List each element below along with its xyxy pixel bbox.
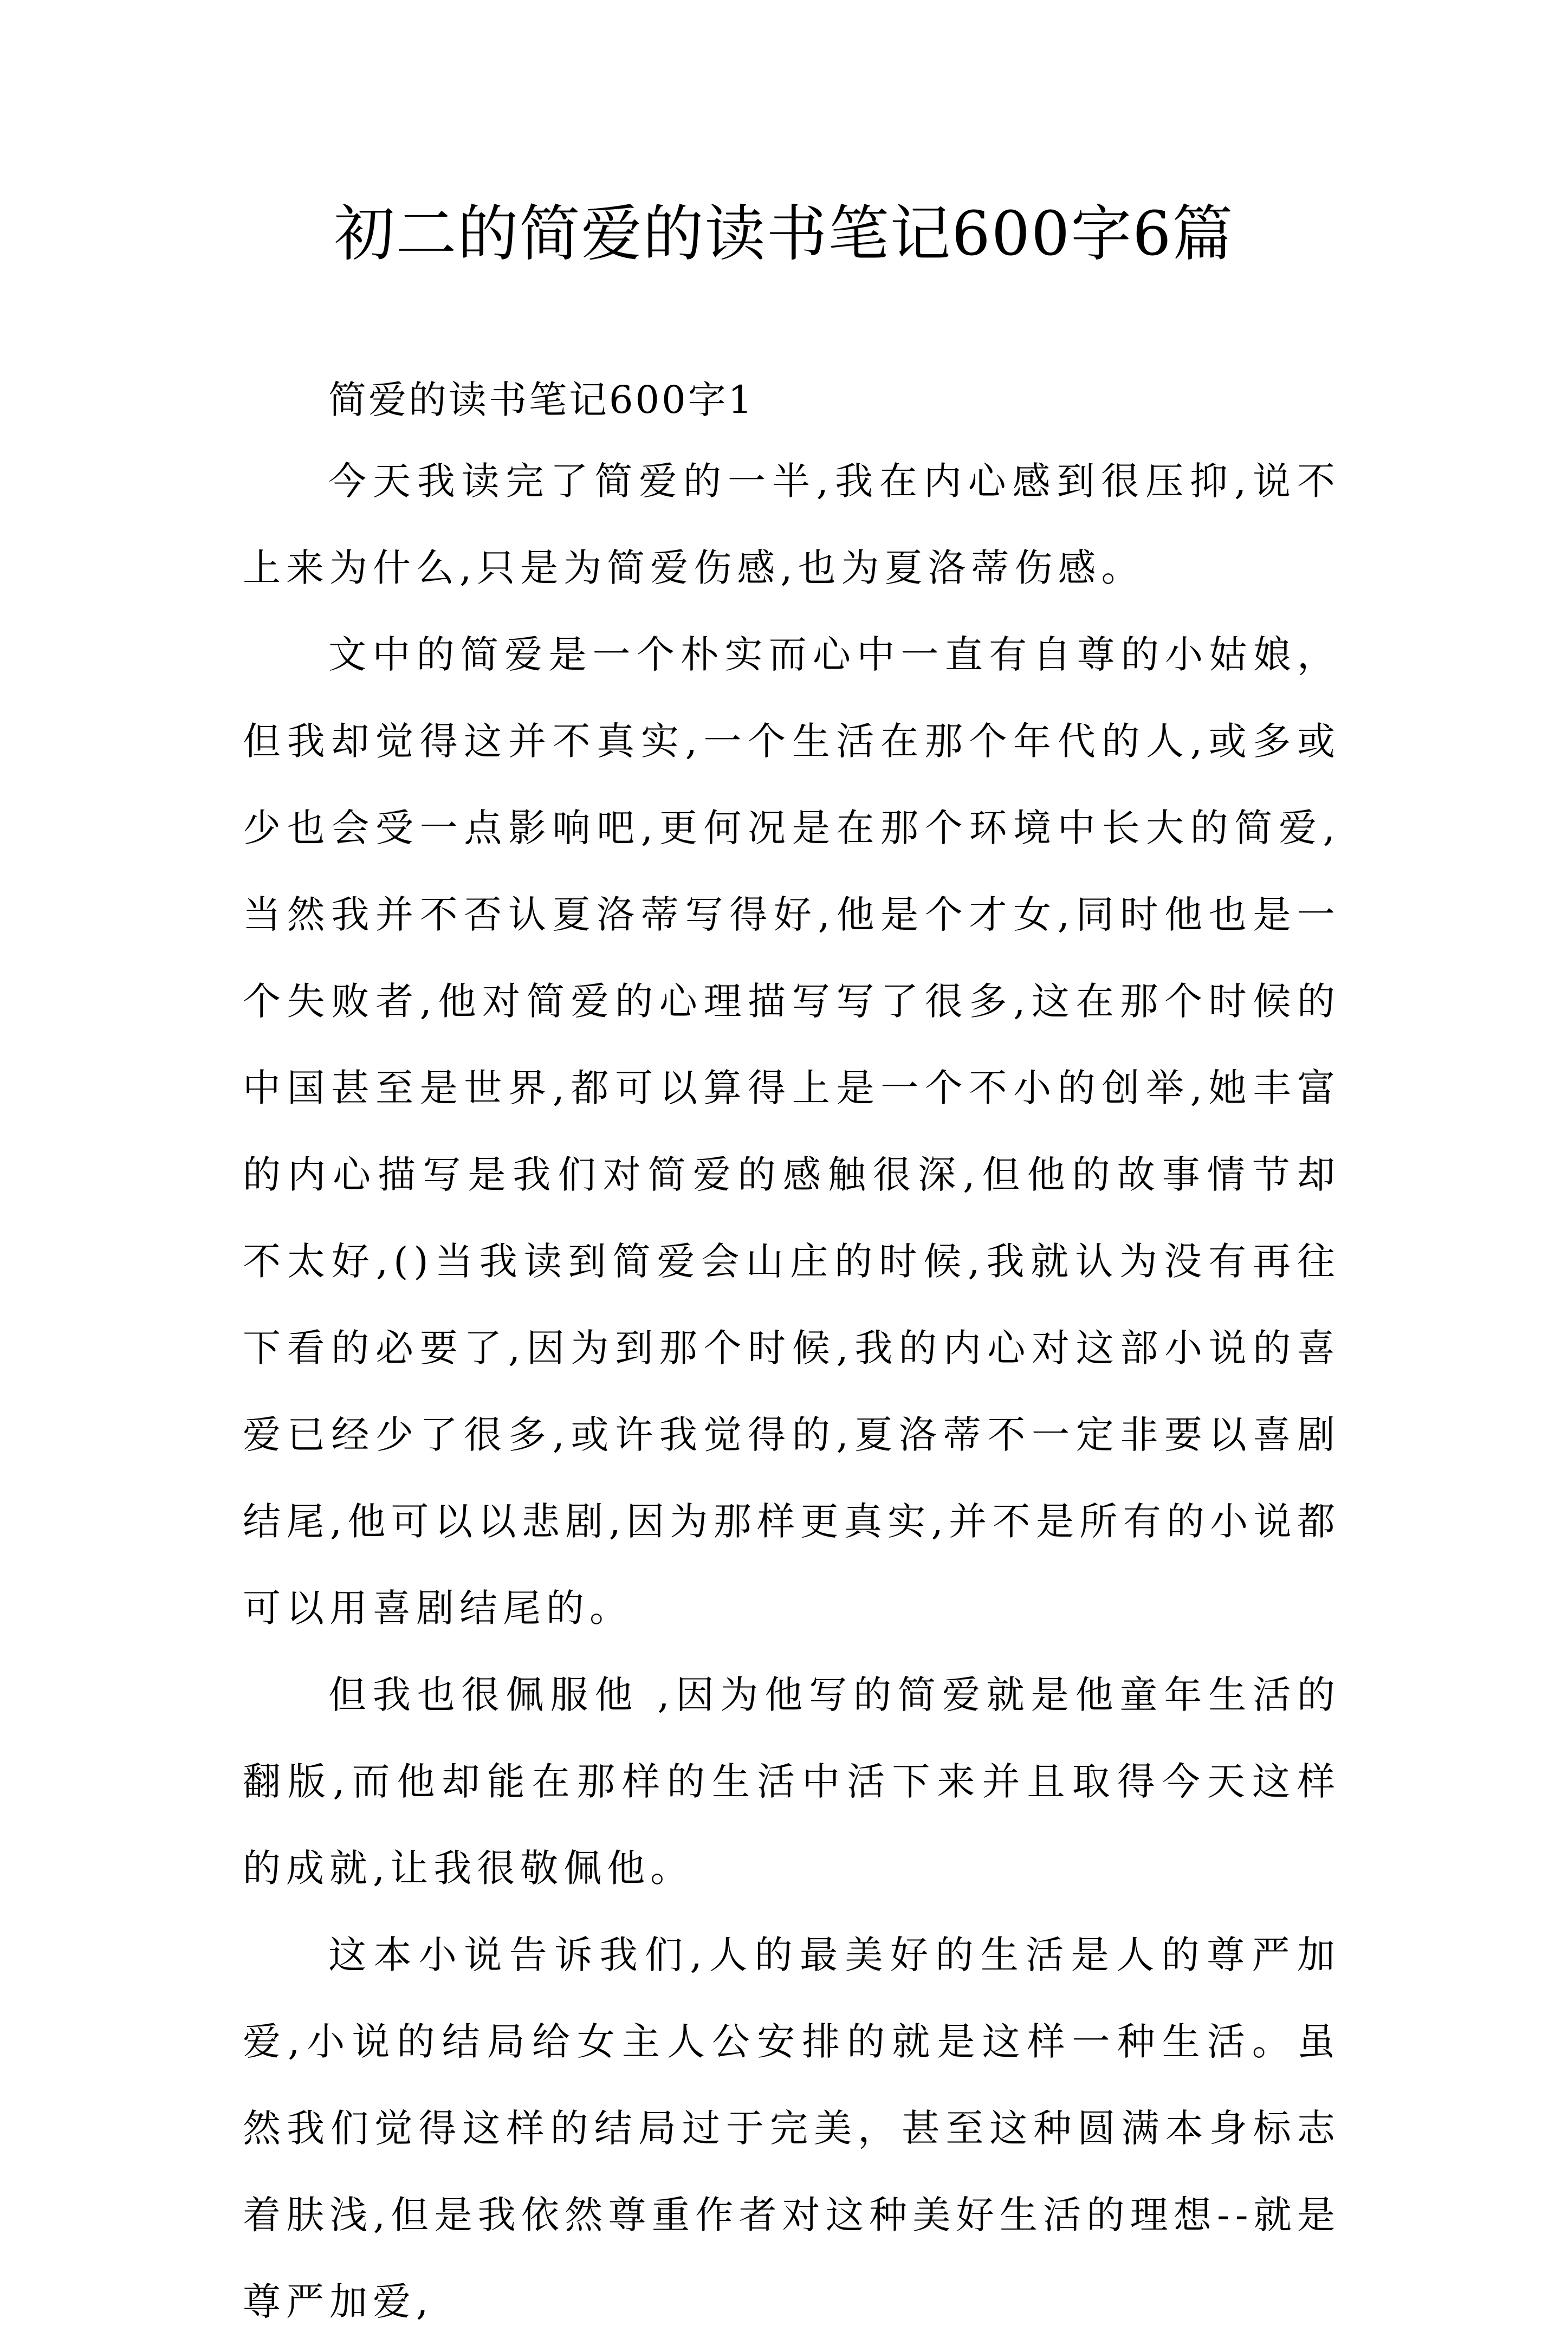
body-text bbox=[243, 438, 1340, 2345]
section-heading: 简爱的读书笔记600字1 bbox=[328, 378, 755, 422]
paragraph: 这本小说告诉我们,人的最美好的生活是人的尊严加爱,小说的结局给女主人公安排的就是这样一种生活。虽然我们觉得这样的结局过于完美，甚至这种圆满本身标志着肤浅,但是我依然尊重作者对这种美好生活的理想--就是尊严加爱, bbox=[243, 1933, 1340, 2324]
paragraph: 今天我读完了简爱的一半,我在内心感到很压抑,说不上来为什么,只是为简爱伤感,也为夏洛蒂伤感。 bbox=[243, 459, 1340, 590]
paragraph: 文中的简爱是一个朴实而心中一直有自尊的小姑娘，但我却觉得这并不真实,一个生活在那个年代的人,或多或少也会受一点影响吧,更何况是在那个环境中长大的简爱,当然我并不否认夏洛蒂写得好,他是个才女,同时他也是一个失败者,他对简爱的心理描写写了很多,这在那个时候的中国甚至是世界,都可以算得上是一个不小的创举,她丰富的内心描写是我们对简爱的感触很深,但他的故事情节却不太好,()当我读到简爱会山庄的时候,我就认为没有再往下看的必要了,因为到那个时候,我的内心对这部小说的喜爱已经少了很多,或许我觉得的,夏洛蒂不一定非要以喜剧结尾,他可以以悲剧,因为那样更真实,并不是所有的小说都可以用喜剧结尾的。 bbox=[243, 632, 1340, 1630]
document-title: 初二的简爱的读书笔记600字6篇 bbox=[334, 199, 1234, 269]
paragraph: 但我也很佩服他 ,因为他写的简爱就是他童年生活的翻版,而他却能在那样的生活中活下来并且取得今天这样的成就,让我很敬佩他。 bbox=[243, 1673, 1340, 1890]
